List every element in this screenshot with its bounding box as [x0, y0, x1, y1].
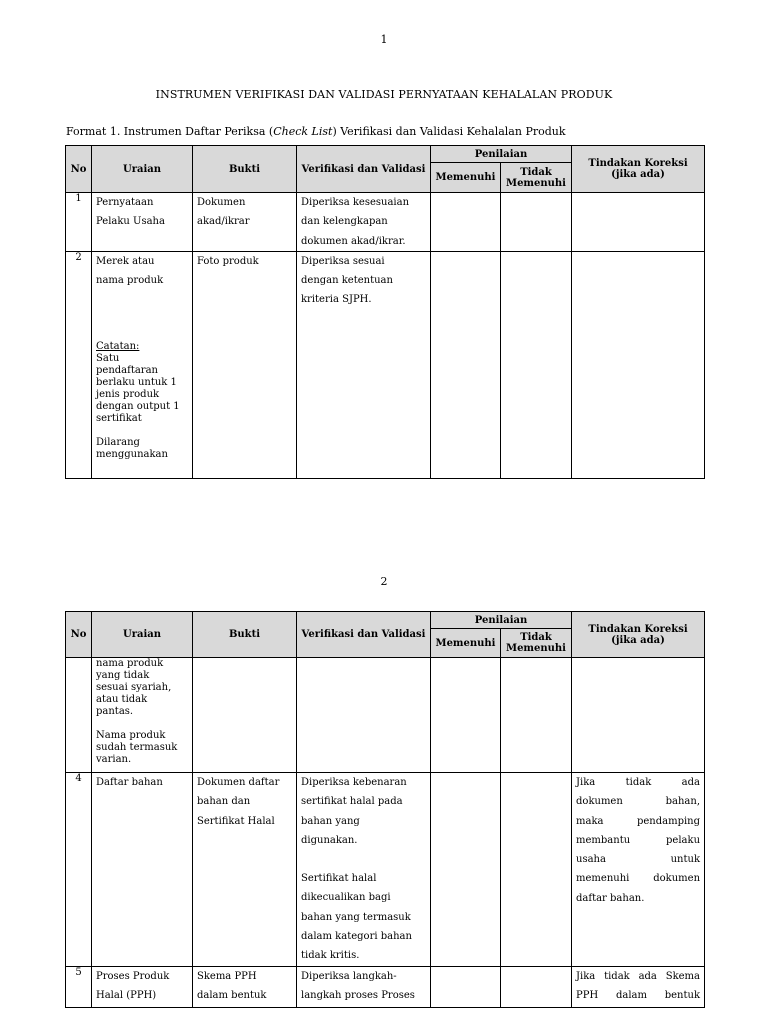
row-4-verifikasi: Diperiksa kebenaran sertifikat halal pada bahan yang digunakan. Sertifikat halal dikecualikan bagi bahan yang termasuk dalam kategori bahan tidak kritis. — [297, 773, 431, 967]
format-italic: Check List — [273, 125, 333, 138]
row-2-cont-bukti — [193, 658, 297, 773]
row-2-tindakan — [572, 251, 705, 478]
row-5-memenuhi — [431, 966, 501, 1007]
header-penilaian: Penilaian — [431, 146, 572, 163]
row-2-memenuhi — [431, 251, 501, 478]
header-tindakan: Tindakan Koreksi (jika ada) — [572, 612, 705, 658]
row-2-no: 2 — [66, 251, 92, 478]
header-memenuhi: Memenuhi — [431, 629, 501, 658]
header-verifikasi: Verifikasi dan Validasi — [297, 612, 431, 658]
row-2-verifikasi: Diperiksa sesuai dengan ketentuan kriteria SJPH. — [297, 251, 431, 478]
row-1-memenuhi — [431, 193, 501, 252]
row-4-tindakan: Jika tidak ada dokumen bahan, maka pendamping membantu pelaku usaha untuk memenuhi dokumen daftar bahan. — [572, 773, 705, 967]
header-bukti: Bukti — [193, 612, 297, 658]
row-4-tidak-memenuhi — [501, 773, 572, 967]
header-tidak-memenuhi: Tidak Memenuhi — [501, 629, 572, 658]
row-5-verifikasi: Diperiksa langkah- langkah proses Proses — [297, 966, 431, 1007]
format-prefix: Format 1. Instrumen Daftar Periksa ( — [66, 125, 274, 138]
header-tindakan: Tindakan Koreksi (jika ada) — [572, 146, 705, 193]
catatan-label: Catatan: — [96, 341, 140, 353]
header-uraian: Uraian — [92, 612, 193, 658]
row-1-no: 1 — [66, 193, 92, 252]
checklist-table-page-2 — [65, 611, 705, 1008]
row-2-cont-tidak-memenuhi — [501, 658, 572, 773]
row-2-cont-verifikasi — [297, 658, 431, 773]
row-5-bukti: Skema PPH dalam bentuk — [193, 966, 297, 1007]
row-1-verifikasi: Diperiksa kesesuaian dan kelengkapan dokumen akad/ikrar. — [297, 193, 431, 252]
document-title: INSTRUMEN VERIFIKASI DAN VALIDASI PERNYATAAN KEHALALAN PRODUK — [155, 88, 613, 101]
page-number-1: 1 — [380, 33, 388, 46]
header-bukti: Bukti — [193, 146, 297, 193]
header-penilaian: Penilaian — [431, 612, 572, 629]
row-2-cont-uraian: nama produk yang tidak sesuai syariah, atau tidak pantas. Nama produk sudah termasuk varian. — [92, 658, 193, 773]
header-verifikasi: Verifikasi dan Validasi — [297, 146, 431, 193]
row-2-uraian: Merek atau nama produk Catatan: Satu pendaftaran berlaku untuk 1 jenis produk dengan output 1 sertifikat Dilarang menggunakan — [92, 251, 193, 478]
header-tidak-memenuhi: Tidak Memenuhi — [501, 163, 572, 193]
row-1-uraian: Pernyataan Pelaku Usaha — [92, 193, 193, 252]
row-2-tidak-memenuhi — [501, 251, 572, 478]
row-5-no: 5 — [66, 966, 92, 1007]
header-memenuhi: Memenuhi — [431, 163, 501, 193]
row-1-bukti: Dokumen akad/ikrar — [193, 193, 297, 252]
format-caption — [66, 125, 566, 138]
row-5-uraian: Proses Produk Halal (PPH) — [92, 966, 193, 1007]
row-2-cont-no — [66, 658, 92, 773]
row-4-memenuhi — [431, 773, 501, 967]
header-no: No — [66, 146, 92, 193]
row-4-bukti: Dokumen daftar bahan dan Sertifikat Halal — [193, 773, 297, 967]
format-suffix: ) Verifikasi dan Validasi Kehalalan Produk — [332, 125, 566, 138]
header-uraian: Uraian — [92, 146, 193, 193]
row-4-no: 4 — [66, 773, 92, 967]
row-1-tindakan — [572, 193, 705, 252]
checklist-table-page-1 — [65, 145, 705, 479]
row-1-tidak-memenuhi — [501, 193, 572, 252]
row-5-tidak-memenuhi — [501, 966, 572, 1007]
row-5-tindakan: Jika tidak ada Skema PPH dalam bentuk — [572, 966, 705, 1007]
row-4-uraian: Daftar bahan — [92, 773, 193, 967]
row-2-cont-memenuhi — [431, 658, 501, 773]
row-2-cont-tindakan — [572, 658, 705, 773]
page-number-2: 2 — [380, 575, 388, 588]
header-no: No — [66, 612, 92, 658]
row-2-bukti: Foto produk — [193, 251, 297, 478]
